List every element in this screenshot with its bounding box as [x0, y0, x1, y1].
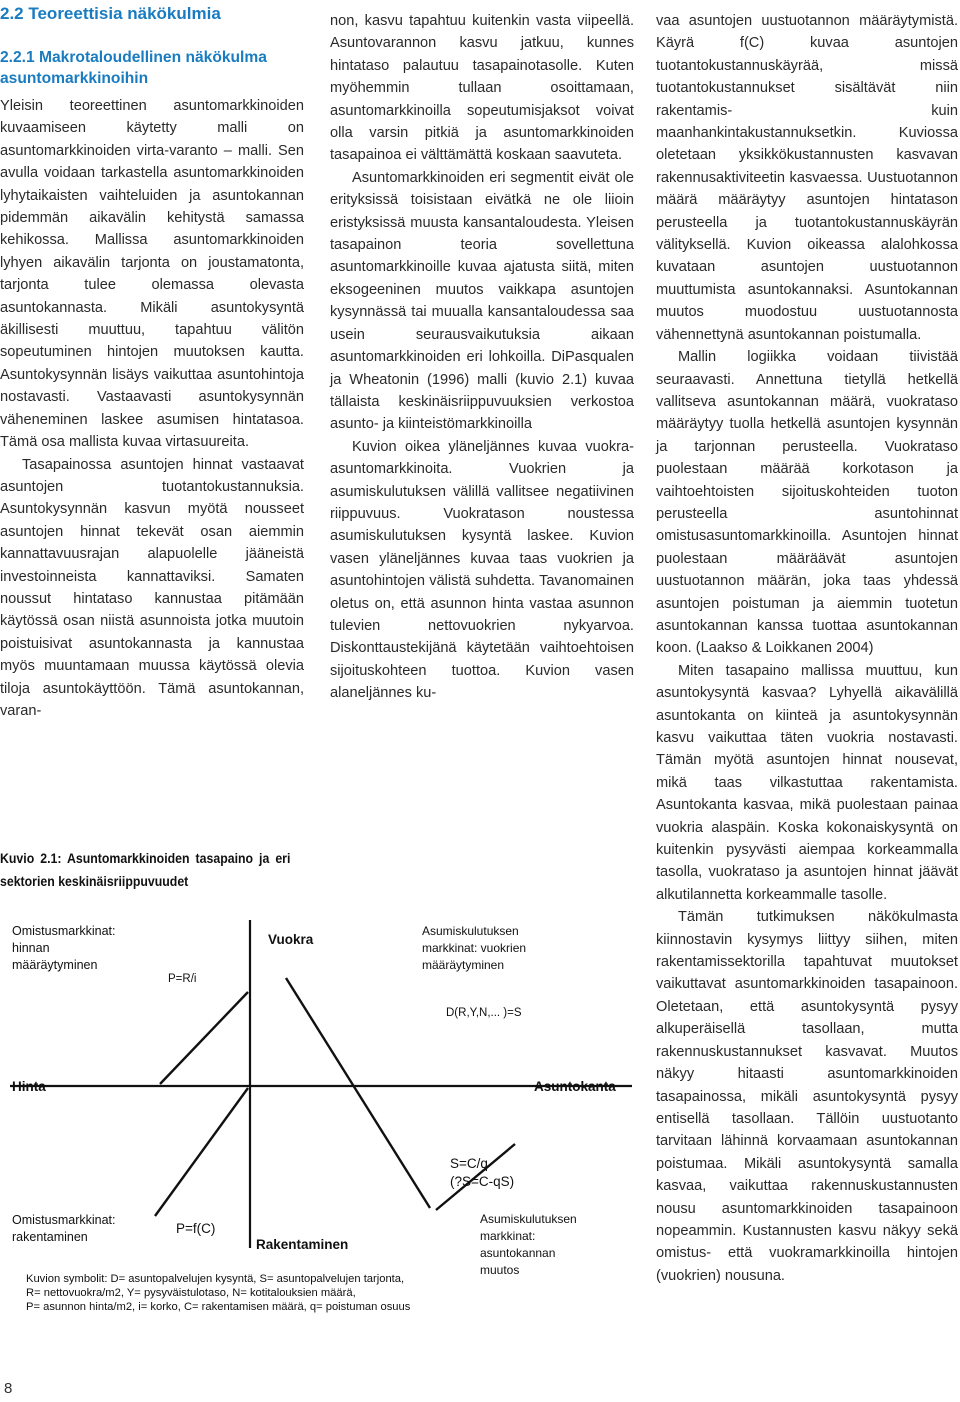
- paragraph: Kuvion oikea yläneljännes kuvaa vuokra-asuntomarkkinoita. Vuokrien ja asumiskulutuksen välillä vallitsee negatiivinen riippuvuus. Vuokratason noustessa asumiskulutuksen kysyntä laskee. Kuvion vasen yläneljännes kuvaa taas vuokrien ja asuntohintojen välistä suhdetta. Tavanomainen oletus on, että asunnon hinta vastaa asunnon tulevien nettovuokrien nykyarvoa. Diskonttaustekijänä käytetään vaihtoehtoisen sijoituskohteen tuottoa. Kuvion vasen alaneljännes ku-: [330, 438, 634, 702]
- legend-line: P= asunnon hinta/m2, i= korko, C= rakentamisen määrä, q= poistuman osuus: [26, 1301, 411, 1313]
- price-axis-label: Hinta: [12, 1079, 46, 1094]
- paragraph: Mallin logiikka voidaan tiivistää seuraavasti. Annettuna tietyllä hetkellä vallitseva asuntokannan määrä, vuokrataso määräytyy tuolla hetkellä asuntojen kysynnän ja tarjonnan perusteella. Vuokrataso puolestaan määrää korkotason ja vaihtoehtoisten sijoituskohteiden tuoton perusteella asuntohinnat omistusasuntomarkkinoilla. Asuntojen hinnat puolestaan määräävät asuntojen uustuotannon määrän, joka taas yhdessä asuntojen poistuman ja aiemmin tuotetun asuntokannan kanssa tuottaa asuntokannan koon. (Laakso & Loikkanen 2004): [656, 349, 958, 657]
- label-line: Asumiskulutuksen: [480, 1212, 577, 1226]
- label-line: S=C/q: [450, 1156, 488, 1171]
- paragraph: Tämän tutkimuksen näkökulmasta kiinnostavin kysymys liittyy siihen, miten rakentamissektorilla tapahtuvat muutokset vaikuttavat asuntomarkkinoiden tasapainoon. Oletetaan, että asuntokysyntä pysyy alkuperäisellä tasollaan, mutta rakennuskustannukset kasvavat. Muutos näkyy hitaasti asuntomarkkinoiden tasapainossa, mikäli asuntokysyntä pysyy entisellä tasollaan. Tällöin uustuotanto tarvitaan lähinnä korvaamaan asuntokannan poistumaa. Mikäli asuntokysyntä samalla kasvaa, vaikuttaa rakennuskustannusten nousu asuntomarkkinoiden tasapainoon nopeammin. Kustannusten kasvu näkyy sekä omistus- että vuokramarkkinoilla hintojen (vuokrien) nousuna.: [656, 909, 958, 1284]
- label-line: asuntokannan: [480, 1246, 556, 1260]
- column-right: [656, 10, 958, 1287]
- price-rent-line: [160, 992, 248, 1084]
- label-line: Omistusmarkkinat:: [12, 924, 116, 938]
- subsection-heading: 2.2.1 Makrotaloudellinen näkökulma asuntomarkkinoihin: [0, 49, 267, 87]
- bottom-right-label: [480, 1212, 580, 1277]
- construction-curve: [155, 1088, 248, 1216]
- label-line: määräytyminen: [12, 958, 98, 972]
- figure-caption: Kuvio 2.1: Asuntomarkkinoiden tasapaino ja eri sektorien keskinäisriippuvuudet: [0, 850, 291, 889]
- legend-line: R= nettovuokra/m2, Y= pysyväistulotaso, N= kotitalouksien määrä,: [26, 1287, 356, 1299]
- formula-construction: P=f(C): [176, 1221, 216, 1236]
- bottom-left-label: [12, 1213, 119, 1244]
- paragraph: Asuntomarkkinoiden eri segmentit eivät ole erityksissä toisistaan eivätkä ne ole liioin eristyksissä muusta kansantaloudesta. Yleisen tasapainon teoria sovellettuna asuntomarkkinoille kuvaa ajatusta siitä, miten eksogeeninen muutos vaikkapa asuntojen kysynnässä tai muualla kansantaloudessa saa usein seurausvaikutuksia aikaan asuntomarkkinoiden eri lohkoilla. DiPasqualen ja Wheatonin (1996) malli (kuvio 2.1) kuvaa tällaista keskinäisriippuvuuksien verkostoa asunto- ja kiinteistömarkkinoilla: [330, 169, 634, 433]
- paragraph: vaa asuntojen uustuotannon määräytymistä. Käyrä f(C) kuvaa asuntojen tuotantokustannuskäyrää, missä tuotantokustannukset sisältävät niin rakentamis- kuin maanhankintakustannuksetkin. Kuviossa oletetaan yksikkökustannusten kasvavan rakennusaktiviteetin kasvaessa. Uustuotannon määrä määräytyy asuntojen hintatason perusteella ja tuotantokustannuskäyrän välityksellä. Kuvion oikeassa alalohkossa kuvataan asuntojen uustuotannon muuttumista asuntokannaksi. Asuntokannan muutos muodostuu uustuotannosta vähennettynä asuntokannan poistumalla.: [656, 13, 958, 343]
- label-line: hinnan: [12, 941, 50, 955]
- page-number: 8: [4, 1380, 13, 1397]
- column-middle: [330, 10, 634, 705]
- paragraph: Miten tasapaino mallissa muuttuu, kun asuntokysyntä kasvaa? Lyhyellä aikavälillä asuntokanta on kiinteä ja asuntokysynnän kasvu vaikuttaa täten vuokria nostavasti. Tämän myötä asuntojen hinnat nousevat, mikä taas vilkastuttaa rakentamista. Asuntokanta kasvaa, mikä puolestaan painaa vuokria alaspäin. Koska kokonaiskysyntä on kuitenkin pysyvästi aiempaa korkeammalla tasolla, vuokrataso ja asuntojen hinnat jäävät alkutilannetta korkeammalle tasolle.: [656, 662, 958, 903]
- label-line: Omistusmarkkinat:: [12, 1213, 116, 1227]
- paragraph: non, kasvu tapahtuu kuitenkin vasta viipeellä. Asuntovarannon kasvu jatkuu, kunnes hintataso palautuu tasapainotasolle. Kuten myöhemmin tullaan osoittamaan, asuntomarkkinoilla sopeutumisjaksot voivat olla varsin pitkiä ja asuntomarkkinoiden tasapainoa ei välttämättä koskaan saavuteta.: [330, 13, 634, 164]
- label-line: rakentaminen: [12, 1230, 88, 1244]
- legend-line: Kuvion symbolit: D= asuntopalvelujen kysyntä, S= asuntopalvelujen tarjonta,: [26, 1273, 405, 1285]
- construction-axis-label: Rakentaminen: [256, 1237, 349, 1252]
- paragraph: Tasapainossa asuntojen hinnat vastaavat asuntojen tuotantokustannuksia. Asuntokysynnän kasvun myötä nousseet asuntojen hinnat tekevät osan aiemmin kannattavuusrajan alapuolelle jääneistä investoinneista kannattaviksi. Samaten noussut hintataso kannustaa pitämään käytössä osan niistä asunnoista jotka muutoin poistuisivat asuntokannasta ja kannustaa myös muuntamaan muussa käytössä olevia tiloja asuntokäyttöön. Tämä asuntokannan, varan-: [0, 456, 304, 719]
- demand-formula: D(R,Y,N,... )=S: [446, 1007, 522, 1019]
- top-left-label: [12, 924, 119, 972]
- demand-curve: [286, 978, 430, 1208]
- label-line: markkinat:: [480, 1229, 536, 1243]
- formula-price: P=R/i: [168, 973, 197, 985]
- section-heading: 2.2 Teoreettisia näkökulmia: [0, 4, 221, 23]
- label-line: muutos: [480, 1263, 520, 1277]
- rent-axis-label: Vuokra: [268, 932, 314, 947]
- top-right-label: [422, 924, 529, 972]
- label-line: Asumiskulutuksen: [422, 924, 519, 938]
- symbols-legend: [26, 1273, 411, 1313]
- stock-axis-label: Asuntokanta: [534, 1079, 616, 1094]
- four-quadrant-diagram: [0, 910, 640, 1330]
- label-line: määräytyminen: [422, 958, 505, 972]
- column-left-body: [0, 95, 304, 722]
- paragraph: Yleisin teoreettinen asuntomarkkinoiden kuvaamiseen käytetty malli on asuntomarkkinoiden virta-varanto – malli. Sen avulla voidaan tarkastella asuntomarkkinoiden lyhytaikaisten vaihteluiden ja asuntokannan pidemmän aikavälin kehitystä samassa kehikossa. Mallissa asuntomarkkinoiden lyhyen aikavälin tarjonta on joustamatonta, tarjonta tulee olemassa olevasta asuntokannasta. Mikäli asuntokysyntä äkillisesti muuttuu, tapahtuu välitön sopeutuminen hintojen muutoksen kautta. Asuntokysynnän lisäys vaikuttaa asuntohintoja nostavasti. Vastaavasti asuntokysynnän väheneminen laskee asumisen hintatasoa. Tämä osa mallista kuvaa virtasuureita.: [0, 98, 304, 451]
- label-line: markkinat: vuokrien: [422, 941, 527, 955]
- label-line: (?S=C-qS): [450, 1174, 515, 1189]
